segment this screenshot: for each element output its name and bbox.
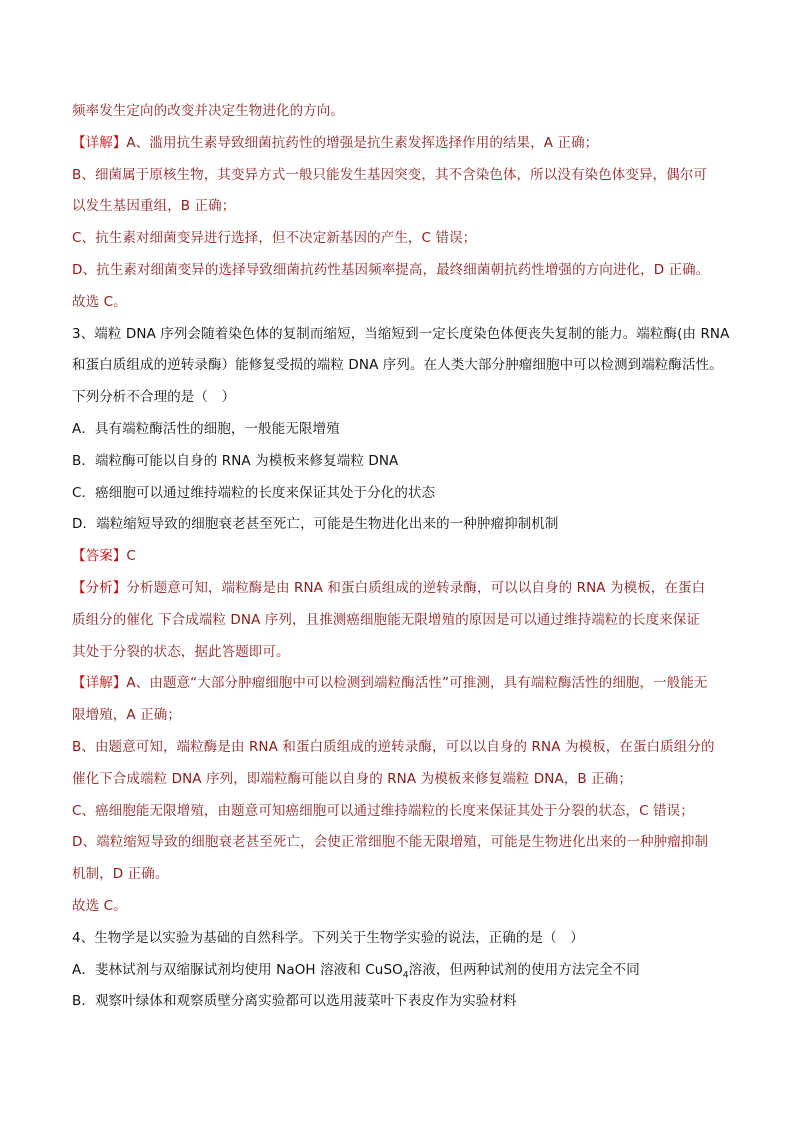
detail-line xyxy=(72,128,752,160)
detail-line xyxy=(72,700,752,732)
line-text: 频率发生定向的改变并决定生物进化的方向。 xyxy=(72,103,344,119)
detail-line xyxy=(72,827,752,859)
line-text: 其处于分裂的状态，据此答题即可。 xyxy=(72,643,290,660)
document-page xyxy=(72,96,752,1018)
detail-line xyxy=(72,764,752,796)
question-3-option-c xyxy=(72,478,752,510)
answer-line xyxy=(72,541,752,573)
question-3-option-a xyxy=(72,414,752,446)
question-4-option-a xyxy=(72,955,752,987)
detail-label: 【详解】 xyxy=(72,675,127,692)
line-text: 分析题意可知，端粒酶是由 RNA 和蛋白质组成的逆转录酶，可以以自身的 RNA 为模板，在蛋白 xyxy=(126,579,706,596)
line-text: 溶液，但两种试剂的使用方法完全不同 xyxy=(408,961,640,978)
question-3-stem xyxy=(72,319,752,351)
analysis-label: 【分析】 xyxy=(72,579,127,596)
answer-label: 【答案】 xyxy=(72,548,127,565)
detail-line xyxy=(72,859,752,891)
line-text: D、端粒缩短导致的细胞衰老甚至死亡，会使正常细胞不能无限增殖，可能是生物进化出来的一种肿瘤抑制 xyxy=(72,834,709,851)
line-text: 3、端粒 DNA 序列会随着染色体的复制而缩短，当缩短到一定长度染色体便丧失复制的能力。端粒酶(由 RNA xyxy=(72,325,730,342)
line-text: B、由题意可知，端粒酶是由 RNA 和蛋白质组成的逆转录酶，可以以自身的 RNA 为模板，在蛋白质组分的 xyxy=(72,738,715,755)
subscript: 4 xyxy=(402,970,409,981)
line-text: A、由题意“大部分肿瘤细胞中可以检测到端粒酶活性”可推测，具有端粒酶活性的细胞，一般能无 xyxy=(126,675,708,692)
analysis-line xyxy=(72,96,752,128)
analysis-line xyxy=(72,573,752,605)
line-text: 机制，D 正确。 xyxy=(72,866,169,883)
conclusion-line xyxy=(72,891,752,923)
line-text: 下列分析不合理的是（ ） xyxy=(72,389,236,406)
detail-line xyxy=(72,191,752,223)
detail-line xyxy=(72,160,752,192)
question-3-stem xyxy=(72,350,752,382)
line-text: C、抗生素对细菌变异进行选择，但不决定新基因的产生，C 错误； xyxy=(72,230,477,247)
detail-line xyxy=(72,668,752,700)
line-text: A．具有端粒酶活性的细胞，一般能无限增殖 xyxy=(72,420,340,437)
question-3-option-b xyxy=(72,446,752,478)
question-3-stem xyxy=(72,382,752,414)
line-text: C．癌细胞可以通过维持端粒的长度来保证其处于分化的状态 xyxy=(72,484,436,501)
conclusion-line xyxy=(72,287,752,319)
line-text: D、抗生素对细菌变异的选择导致细菌抗药性基因频率提高，最终细菌朝抗药性增强的方向进化，D 正确。 xyxy=(72,261,710,278)
answer-value: C xyxy=(126,548,136,565)
line-text: 以发生基因重组，B 正确； xyxy=(72,198,236,215)
line-text: 限增殖，A 正确； xyxy=(72,707,181,724)
line-text: C、癌细胞能无限增殖，由题意可知癌细胞可以通过维持端粒的长度来保证其处于分裂的状态，C 错误； xyxy=(72,802,694,819)
line-text: 和蛋白质组成的逆转录酶）能修复受损的端粒 DNA 序列。在人类大部分肿瘤细胞中可以检测到端粒酶活性。 xyxy=(72,357,723,374)
analysis-line xyxy=(72,605,752,637)
question-4-option-b xyxy=(72,986,752,1018)
line-text: 质组分的催化 下合成端粒 DNA 序列，且推测癌细胞能无限增殖的原因是可以通过维持端粒的长度来保证 xyxy=(72,611,701,628)
line-text: 催化下合成端粒 DNA 序列，即端粒酶可能以自身的 RNA 为模板来修复端粒 DNA，B 正确； xyxy=(72,770,632,787)
analysis-line xyxy=(72,637,752,669)
detail-line xyxy=(72,796,752,828)
line-text: D．端粒缩短导致的细胞衰老甚至死亡，可能是生物进化出来的一种肿瘤抑制机制 xyxy=(72,516,559,533)
line-text: B、细菌属于原核生物，其变异方式一般只能发生基因突变，其不含染色体，所以没有染色体变异，偶尔可 xyxy=(72,166,707,183)
detail-line xyxy=(72,255,752,287)
line-text: A．斐林试剂与双缩脲试剂均使用 NaOH 溶液和 CuSO xyxy=(72,961,403,978)
detail-line xyxy=(72,732,752,764)
line-text: B．观察叶绿体和观察质壁分离实验都可以选用菠菜叶下表皮作为实验材料 xyxy=(72,993,517,1010)
detail-line xyxy=(72,223,752,255)
detail-label: 【详解】 xyxy=(72,134,127,151)
line-text: A、滥用抗生素导致细菌抗药性的增强是抗生素发挥选择作用的结果，A 正确； xyxy=(126,134,599,151)
line-text: 4、生物学是以实验为基础的自然科学。下列关于生物学实验的说法，正确的是（ ） xyxy=(72,929,584,946)
line-text: 故选 C。 xyxy=(72,897,127,914)
line-text: 故选 C。 xyxy=(72,293,127,310)
question-3-option-d xyxy=(72,509,752,541)
line-text: B．端粒酶可能以自身的 RNA 为模板来修复端粒 DNA xyxy=(72,452,399,469)
question-4-stem xyxy=(72,923,752,955)
